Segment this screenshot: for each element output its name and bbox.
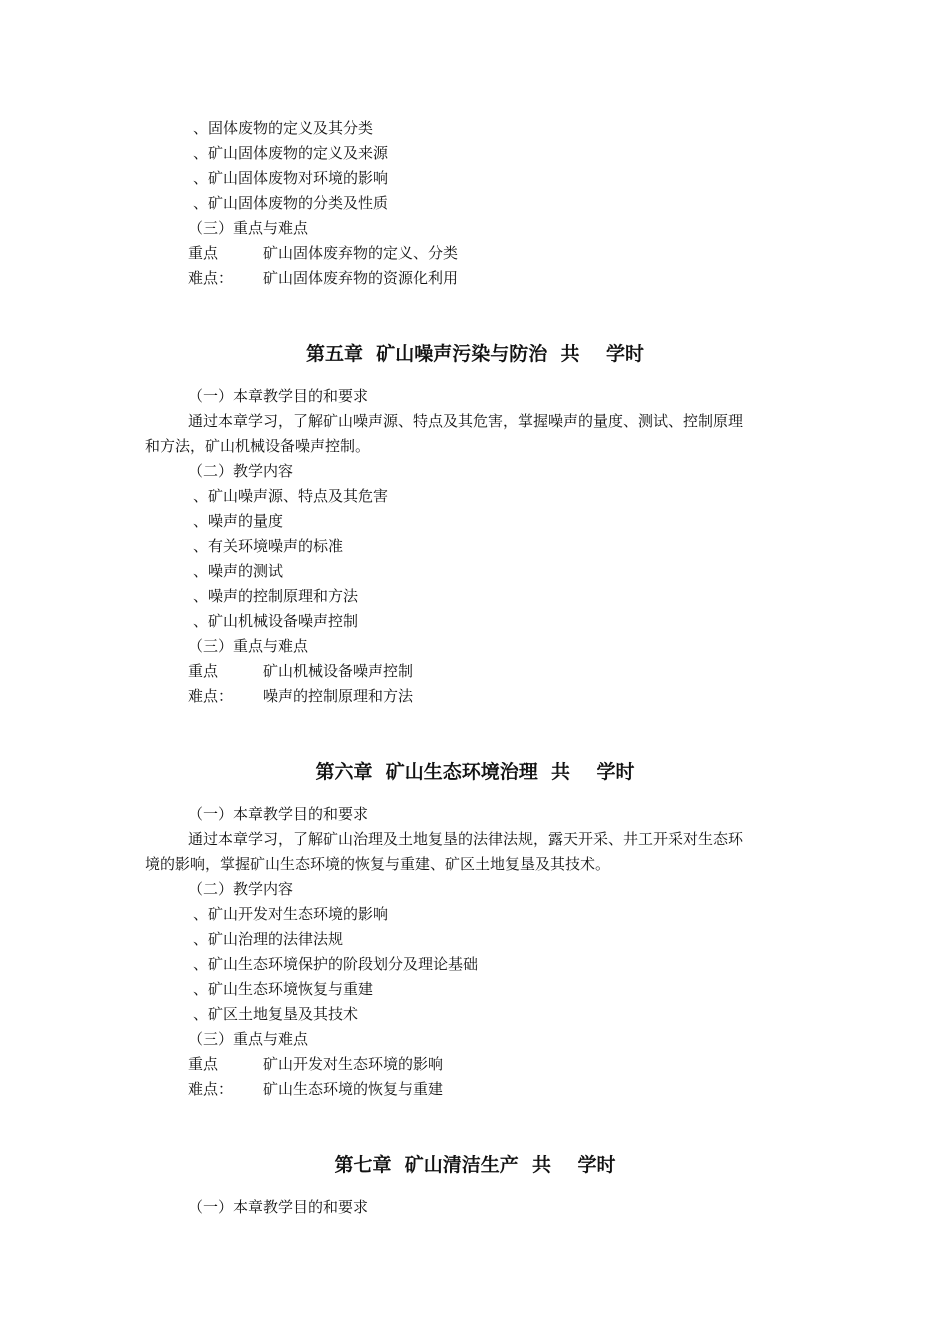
list-item: 、矿山生态环境恢复与重建	[193, 980, 374, 998]
list-item: 、有关环境噪声的标准	[193, 537, 344, 555]
list-item: 、矿区土地复垦及其技术	[193, 1005, 359, 1023]
section-heading: （三）重点与难点	[188, 1030, 309, 1048]
list-item: 、矿山机械设备噪声控制	[193, 612, 359, 630]
difficulty-text: 矿山生态环境的恢复与重建	[263, 1080, 444, 1098]
list-item: 、矿山固体废物的定义及来源	[193, 144, 389, 162]
difficulty-label: 难点：	[188, 269, 234, 287]
section-heading: （一）本章教学目的和要求	[188, 387, 369, 405]
chapter-title: 第七章 矿山清洁生产 共 学时	[334, 1154, 616, 1176]
section-heading: （一）本章教学目的和要求	[188, 805, 369, 823]
paragraph-line: 境的影响，掌握矿山生态环境的恢复与重建、矿区土地复垦及其技术。	[145, 855, 611, 873]
list-item: 、固体废物的定义及其分类	[193, 119, 374, 137]
list-item: 、矿山治理的法律法规	[193, 930, 344, 948]
section-heading: （三）重点与难点	[188, 637, 309, 655]
difficulty-label: 难点：	[188, 687, 234, 705]
difficulty	[188, 268, 458, 288]
key-label: 重点	[188, 244, 219, 262]
difficulty	[188, 686, 413, 706]
difficulty-text: 噪声的控制原理和方法	[263, 687, 414, 705]
chapter-title: 第六章 矿山生态环境治理 共 学时	[315, 761, 635, 783]
chapter-title: 第五章 矿山噪声污染与防治 共 学时	[306, 343, 644, 365]
key-point	[188, 1054, 443, 1074]
list-item: 、矿山生态环境保护的阶段划分及理论基础	[193, 955, 479, 973]
key-point	[188, 243, 458, 263]
section-heading: （一）本章教学目的和要求	[188, 1198, 369, 1216]
key-point	[188, 661, 413, 681]
section-heading: （三）重点与难点	[188, 219, 309, 237]
key-text: 矿山机械设备噪声控制	[263, 662, 414, 680]
difficulty-text: 矿山固体废弃物的资源化利用	[263, 269, 459, 287]
list-item: 、矿山噪声源、特点及其危害	[193, 487, 389, 505]
paragraph-line: 通过本章学习，了解矿山治理及土地复垦的法律法规，露天开采、井工开采对生态环	[188, 830, 744, 848]
section-heading: （二）教学内容	[188, 462, 294, 480]
list-item: 、噪声的测试	[193, 562, 284, 580]
section-heading: （二）教学内容	[188, 880, 294, 898]
paragraph-line: 和方法，矿山机械设备噪声控制。	[145, 437, 371, 455]
key-text: 矿山开发对生态环境的影响	[263, 1055, 444, 1073]
key-label: 重点	[188, 662, 219, 680]
paragraph-line: 通过本章学习，了解矿山噪声源、特点及其危害，掌握噪声的量度、测试、控制原理	[188, 412, 744, 430]
list-item: 、噪声的控制原理和方法	[193, 587, 359, 605]
list-item: 、矿山开发对生态环境的影响	[193, 905, 389, 923]
key-text: 矿山固体废弃物的定义、分类	[263, 244, 459, 262]
list-item: 、噪声的量度	[193, 512, 284, 530]
list-item: 、矿山固体废物对环境的影响	[193, 169, 389, 187]
key-label: 重点	[188, 1055, 219, 1073]
difficulty	[188, 1079, 443, 1099]
difficulty-label: 难点：	[188, 1080, 234, 1098]
list-item: 、矿山固体废物的分类及性质	[193, 194, 389, 212]
